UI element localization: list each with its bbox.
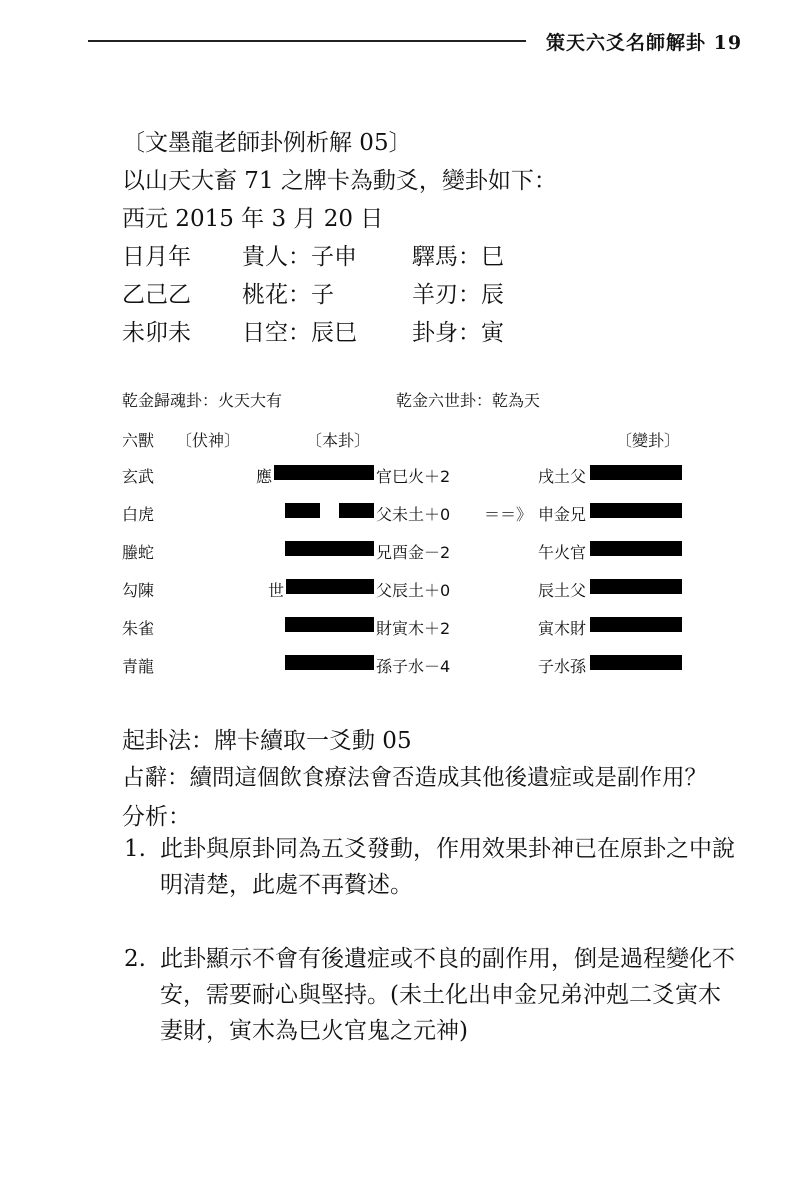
info-cell: 貴人：子申 [242, 244, 357, 270]
analysis-item-text: 此卦與原卦同為五爻發動，作用效果卦神已在原卦之中說明清楚，此處不再贅述。 [160, 836, 735, 898]
header-hidden: 〔伏神〕 [176, 431, 241, 450]
original-line-label: 父辰土＋0 [376, 581, 451, 600]
yang-line [274, 465, 374, 480]
beast-label: 青龍 [122, 657, 155, 676]
analysis-item-number: 1. [124, 836, 146, 862]
moving-line-arrow: ＝＝》 [484, 505, 533, 524]
method-line: 起卦法：牌卡續取一爻動 05 [122, 728, 412, 754]
info-cell: 驛馬：巳 [412, 244, 504, 270]
yang-line [590, 503, 682, 518]
header-changed: 〔變卦〕 [616, 431, 681, 450]
original-line-label: 父未土＋0 [376, 505, 451, 524]
yang-line [590, 579, 682, 594]
info-cell: 羊刃：辰 [412, 282, 504, 308]
page-header-title: 策天六爻名師解卦 19 [546, 32, 743, 54]
beast-label: 朱雀 [122, 619, 155, 638]
original-line-label: 官巳火＋2 [376, 467, 451, 486]
original-gua-name: 乾金歸魂卦：火天大有 [122, 391, 283, 410]
info-cell: 日月年 [122, 244, 191, 270]
shi-ying-mark: 應 [256, 467, 273, 486]
original-line-label: 財寅木＋2 [376, 619, 451, 638]
info-cell: 卦身：寅 [412, 320, 504, 346]
changed-line-label: 戌土父 [538, 467, 587, 486]
changed-line-label: 午火官 [538, 543, 587, 562]
yin-line-right [339, 503, 374, 518]
original-line-label: 兄酉金－2 [376, 543, 451, 562]
changed-line-label: 子水孫 [538, 657, 587, 676]
changed-line-label: 寅木財 [538, 619, 587, 638]
beast-label: 勾陳 [122, 581, 155, 600]
original-line-label: 孫子水－4 [376, 657, 451, 676]
yang-line [590, 617, 682, 632]
yang-line [286, 579, 374, 594]
header-original: 〔本卦〕 [306, 431, 371, 450]
info-cell: 未卯未 [122, 320, 191, 346]
header-beasts: 六獸 [122, 431, 155, 450]
analysis-item-text: 此卦顯示不會有後遺症或不良的副作用，倒是過程變化不安，需要耐心與堅持。(未土化出申金兄弟沖剋二爻寅木妻財，寅木為巳火官鬼之元神) [160, 946, 735, 1044]
header-rule [88, 40, 526, 42]
info-cell: 乙己乙 [122, 282, 191, 308]
shi-ying-mark: 世 [268, 581, 285, 600]
question-line: 占辭：續問這個飲食療法會否造成其他後遺症或是副作用？ [122, 765, 708, 791]
yang-line [590, 655, 682, 670]
yang-line [590, 465, 682, 480]
info-cell: 桃花：子 [242, 282, 334, 308]
beast-label: 螣蛇 [122, 543, 155, 562]
changed-gua-name: 乾金六世卦：乾為天 [396, 391, 541, 410]
yang-line [285, 617, 374, 632]
yin-line-left [285, 503, 320, 518]
changed-line-label: 辰土父 [538, 581, 587, 600]
analysis-item-number: 2. [124, 946, 146, 972]
date-line: 西元 2015 年 3 月 20 日 [122, 206, 384, 232]
changed-line-label: 申金兄 [538, 505, 587, 524]
yang-line [285, 541, 374, 556]
yang-line [285, 655, 374, 670]
info-cell: 日空：辰巳 [242, 320, 357, 346]
beast-label: 玄武 [122, 467, 155, 486]
intro-line: 以山天大畜 71 之牌卡為動爻，變卦如下： [122, 168, 557, 194]
analysis-label: 分析： [122, 804, 191, 830]
yang-line [590, 541, 682, 556]
beast-label: 白虎 [122, 505, 155, 524]
section-heading: 〔文墨龍老師卦例析解 05〕 [122, 130, 412, 156]
